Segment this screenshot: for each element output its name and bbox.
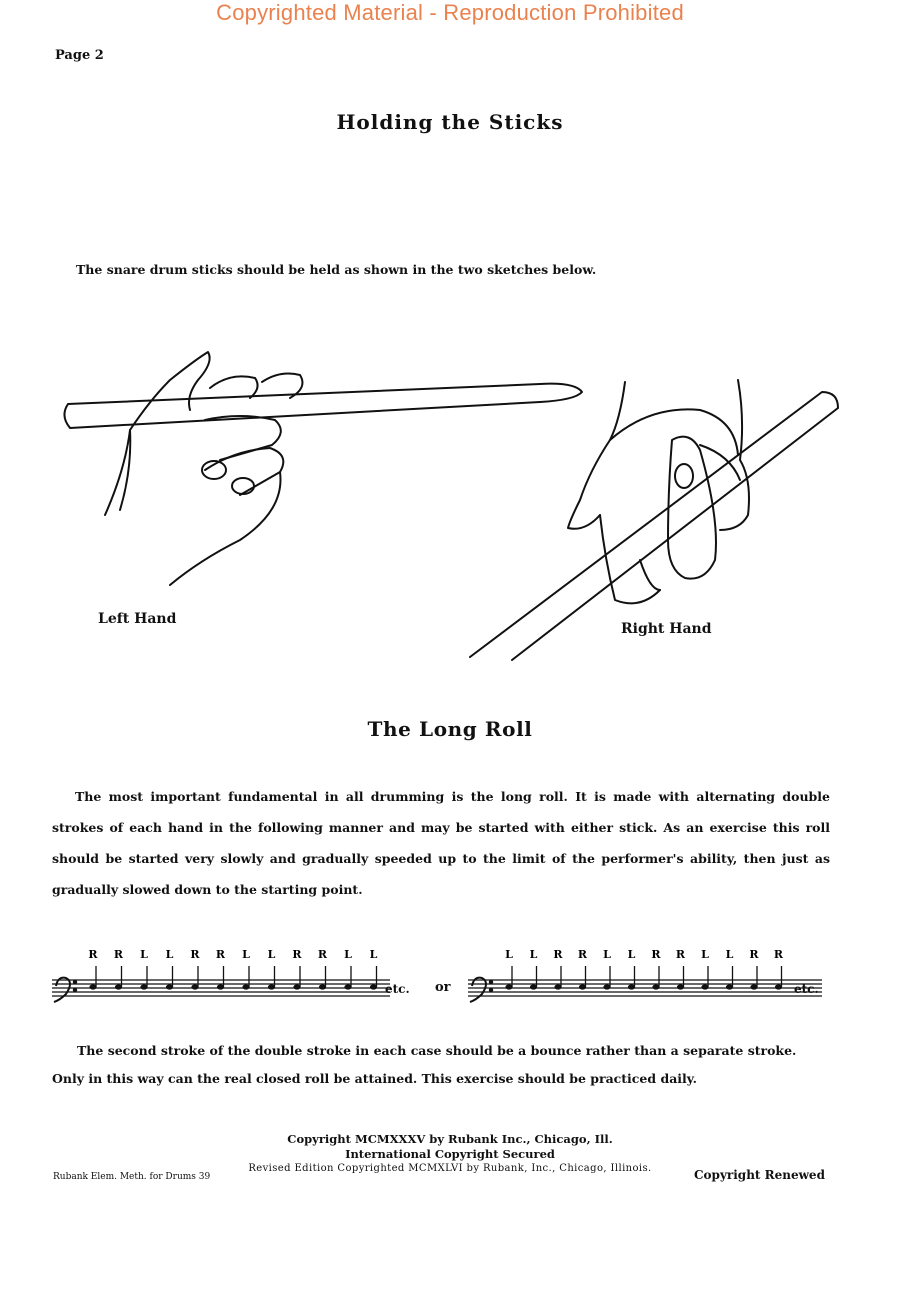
watermark: Copyrighted Material - Reproduction Prohibited xyxy=(216,0,684,25)
sticking-letter: R xyxy=(675,948,686,961)
sticking-letter: L xyxy=(344,948,352,961)
sticking-letter: R xyxy=(292,948,302,961)
sticking-letter: R xyxy=(317,948,328,961)
long-roll-paragraph: The most important fundamental in all drumming is the long roll. It is made with alternating double strokes of each hand in the following manner and may be started with either stick. As an exercise this roll should be started very slowly and gradually speeded up to the limit of the performer's ability, then just as gradually slowed down to the starting point. xyxy=(52,789,830,897)
sticking-letter: R xyxy=(553,948,563,961)
sticking-letter: L xyxy=(603,948,611,961)
sticking-letter: R xyxy=(651,948,661,961)
staff-b xyxy=(468,980,822,996)
sticking-letter: R xyxy=(113,948,124,961)
sticking-b xyxy=(505,948,784,961)
sticking-letter: R xyxy=(215,948,226,961)
sticking-letter: L xyxy=(725,948,734,961)
bass-clef-b xyxy=(470,978,492,1002)
sticking-letter: L xyxy=(627,948,636,961)
copyright-line-2: International Copyright Secured xyxy=(345,1147,555,1161)
sticking-a xyxy=(88,948,377,961)
copyright-renewed: Copyright Renewed xyxy=(694,1168,825,1182)
sticking-letter: L xyxy=(505,948,513,961)
sticking-letter: L xyxy=(165,948,174,961)
sticking-letter: L xyxy=(529,948,538,961)
sticking-letter: L xyxy=(369,948,378,961)
publication-info: Rubank Elem. Meth. for Drums 39 xyxy=(53,1172,211,1182)
sticking-letter: L xyxy=(140,948,148,961)
sticking-letter: L xyxy=(267,948,276,961)
notes-a xyxy=(89,966,377,990)
etc-label-b: etc. xyxy=(794,982,819,996)
section-title-long-roll: The Long Roll xyxy=(367,717,533,741)
sticking-letter: R xyxy=(190,948,200,961)
section-title-holding-sticks: Holding the Sticks xyxy=(336,110,564,134)
left-hand-label: Left Hand xyxy=(98,611,177,627)
or-label: or xyxy=(435,980,451,995)
intro-text: The snare drum sticks should be held as shown in the two sketches below. xyxy=(76,262,597,277)
sticking-letter: L xyxy=(242,948,250,961)
copyright-line-1: Copyright MCMXXXV by Rubank Inc., Chicago, Ill. xyxy=(287,1132,613,1146)
sticking-letter: R xyxy=(577,948,588,961)
bass-clef-a xyxy=(54,978,76,1002)
sticking-letter: R xyxy=(88,948,98,961)
notes-b xyxy=(505,966,782,990)
sticking-letter: R xyxy=(773,948,784,961)
etc-label-a: etc. xyxy=(385,982,410,996)
bounce-paragraph: The second stroke of the double stroke in each case should be a bounce rather than a separate stroke. Only in this way can the real closed roll be attained. This exercise should be practiced daily. xyxy=(52,1043,797,1086)
copyright-line-3: Revised Edition Copyrighted MCMXLVI by Rubank, Inc., Chicago, Illinois. xyxy=(248,1163,652,1174)
sticking-letter: L xyxy=(701,948,709,961)
sticking-letter: R xyxy=(749,948,759,961)
right-hand-label: Right Hand xyxy=(621,621,712,637)
page-number: Page 2 xyxy=(55,48,104,63)
